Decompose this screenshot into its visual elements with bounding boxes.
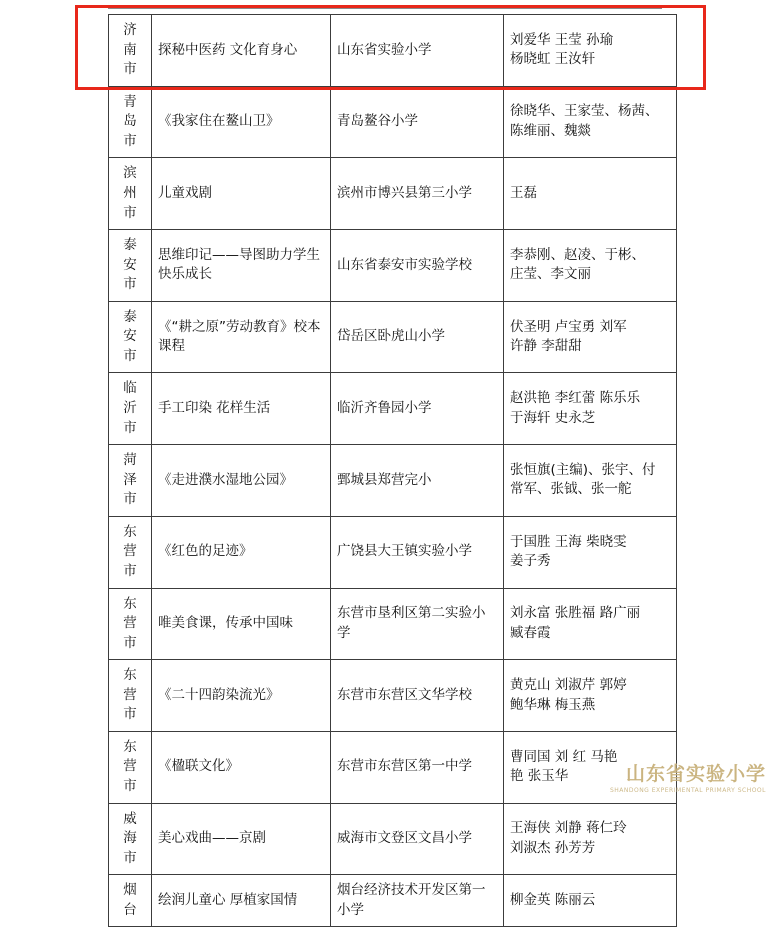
city-char: 营: [123, 758, 137, 775]
cell-people: 刘爱华 王莹 孙瑜 杨晓虹 王汝轩: [504, 15, 677, 87]
city-char: 市: [123, 61, 137, 78]
cell-school: 威海市文登区文昌小学: [331, 803, 504, 875]
cell-school: 山东省泰安市实验学校: [331, 230, 504, 302]
cell-city: [109, 803, 152, 875]
cell-city: [109, 230, 152, 302]
cell-people: 王磊: [504, 158, 677, 230]
curriculum-table: [108, 14, 677, 927]
cell-people: 王海侠 刘静 蒋仁玲 刘淑杰 孙芳芳: [504, 803, 677, 875]
cell-title: 《二十四韵染流光》: [152, 660, 331, 732]
city-char: 营: [123, 615, 137, 632]
table-row: [109, 86, 677, 158]
cell-school: 山东省实验小学: [331, 15, 504, 87]
city-char: 沂: [123, 400, 137, 416]
cell-people: 刘永富 张胜福 路广丽 臧春霞: [504, 588, 677, 660]
city-char: 青: [123, 93, 137, 110]
city-char: 市: [123, 491, 137, 508]
cell-city: [109, 516, 152, 588]
cell-title: 手工印染 花样生活: [152, 373, 331, 445]
cell-city: [109, 588, 152, 660]
cell-city: [109, 86, 152, 158]
city-char: 安: [123, 256, 137, 273]
city-char: 滨: [123, 165, 137, 182]
city-char: 市: [123, 849, 137, 866]
page-margin-left: [0, 0, 72, 800]
city-char: 市: [123, 778, 137, 794]
cell-school: 东营市东营区文华学校: [331, 660, 504, 732]
city-char: 东: [123, 667, 137, 684]
table-row: [109, 588, 677, 660]
watermark-sub-text: SHANDONG EXPERIMENTAL PRIMARY SCHOOL: [609, 787, 766, 794]
city-char: 威: [123, 810, 137, 827]
table-row: [109, 516, 677, 588]
cell-school: 烟台经济技术开发区第一小学: [331, 875, 504, 927]
cell-city: [109, 445, 152, 517]
city-char: 泰: [123, 237, 137, 254]
cell-school: 岱岳区卧虎山小学: [331, 301, 504, 373]
cell-school: 鄄城县郑营完小: [331, 445, 504, 517]
city-char: 市: [123, 204, 137, 221]
cell-title: 绘润儿童心 厚植家国情: [152, 875, 331, 927]
cell-title: 《我家住在鳌山卫》: [152, 86, 331, 158]
table-body: [109, 15, 677, 927]
city-char: 市: [123, 706, 137, 723]
city-char: 东: [123, 595, 137, 612]
cell-school: 东营市垦利区第二实验小学: [331, 588, 504, 660]
table-top-rule: [108, 8, 662, 9]
city-char: 东: [123, 738, 137, 755]
city-char: 烟: [123, 882, 137, 899]
city-char: 南: [123, 41, 137, 58]
cell-city: [109, 373, 152, 445]
city-char: 营: [123, 543, 137, 560]
city-char: 市: [123, 634, 137, 651]
cell-people: 赵洪艳 李红蕾 陈乐乐 于海轩 史永芝: [504, 373, 677, 445]
cell-city: [109, 731, 152, 803]
cell-city: [109, 15, 152, 87]
city-char: 州: [123, 184, 137, 201]
cell-people: 曹同国 刘 红 马艳 艳 张玉华: [504, 731, 677, 803]
city-char: 市: [123, 276, 137, 293]
table-row: [109, 660, 677, 732]
table-row: [109, 373, 677, 445]
table-row: [109, 230, 677, 302]
city-char: 济: [123, 22, 137, 38]
table-row: [109, 158, 677, 230]
cell-title: 儿童戏剧: [152, 158, 331, 230]
city-char: 泽: [123, 471, 137, 488]
cell-title: 探秘中医药 文化育身心: [152, 15, 331, 87]
cell-school: 广饶县大王镇实验小学: [331, 516, 504, 588]
city-char: 市: [123, 562, 137, 579]
cell-title: 唯美食课，传承中国味: [152, 588, 331, 660]
city-char: 东: [123, 523, 137, 540]
cell-city: [109, 158, 152, 230]
cell-title: 思维印记——导图助力学生快乐成长: [152, 230, 331, 302]
page-margin-right: [708, 0, 774, 800]
cell-people: 徐晓华、王家莹、杨茜、 陈维丽、魏燚: [504, 86, 677, 158]
city-char: 菏: [123, 452, 137, 469]
table-row: [109, 301, 677, 373]
table-row: [109, 803, 677, 875]
cell-people: 李恭刚、赵凌、于彬、 庄莹、李文丽: [504, 230, 677, 302]
table-row: [109, 445, 677, 517]
cell-people: 于国胜 王海 柴晓雯 姜子秀: [504, 516, 677, 588]
cell-title: 《红色的足迹》: [152, 516, 331, 588]
city-char: 海: [123, 830, 137, 847]
cell-school: 东营市东营区第一中学: [331, 731, 504, 803]
cell-title: 美心戏曲——京剧: [152, 803, 331, 875]
city-char: 台: [123, 901, 137, 918]
cell-city: [109, 875, 152, 927]
city-char: 岛: [123, 113, 137, 130]
city-char: 临: [123, 380, 137, 397]
city-char: 市: [123, 132, 137, 149]
cell-city: [109, 301, 152, 373]
cell-people: 柳金英 陈丽云: [504, 875, 677, 927]
cell-people: 张恒旗(主编)、张宇、付 常军、张钺、张一舵: [504, 445, 677, 517]
cell-people: 伏圣明 卢宝勇 刘军 许静 李甜甜: [504, 301, 677, 373]
cell-title: 《“耕之原”劳动教育》校本课程: [152, 301, 331, 373]
cell-title: 《走进濮水湿地公园》: [152, 445, 331, 517]
city-char: 泰: [123, 308, 137, 325]
city-char: 市: [123, 347, 137, 364]
cell-people: 黄克山 刘淑芹 郭婷 鲍华琳 梅玉燕: [504, 660, 677, 732]
cell-city: [109, 660, 152, 732]
cell-school: 临沂齐鲁园小学: [331, 373, 504, 445]
cell-school: 青岛鳌谷小学: [331, 86, 504, 158]
table-row: [109, 731, 677, 803]
city-char: 安: [123, 328, 137, 345]
city-char: 市: [123, 419, 137, 436]
watermark-main-text: 山东省实验小学: [625, 763, 766, 785]
city-char: 营: [123, 686, 137, 703]
cell-school: 滨州市博兴县第三小学: [331, 158, 504, 230]
table-row: [109, 875, 677, 927]
table-row: [109, 15, 677, 87]
cell-title: 《楹联文化》: [152, 731, 331, 803]
